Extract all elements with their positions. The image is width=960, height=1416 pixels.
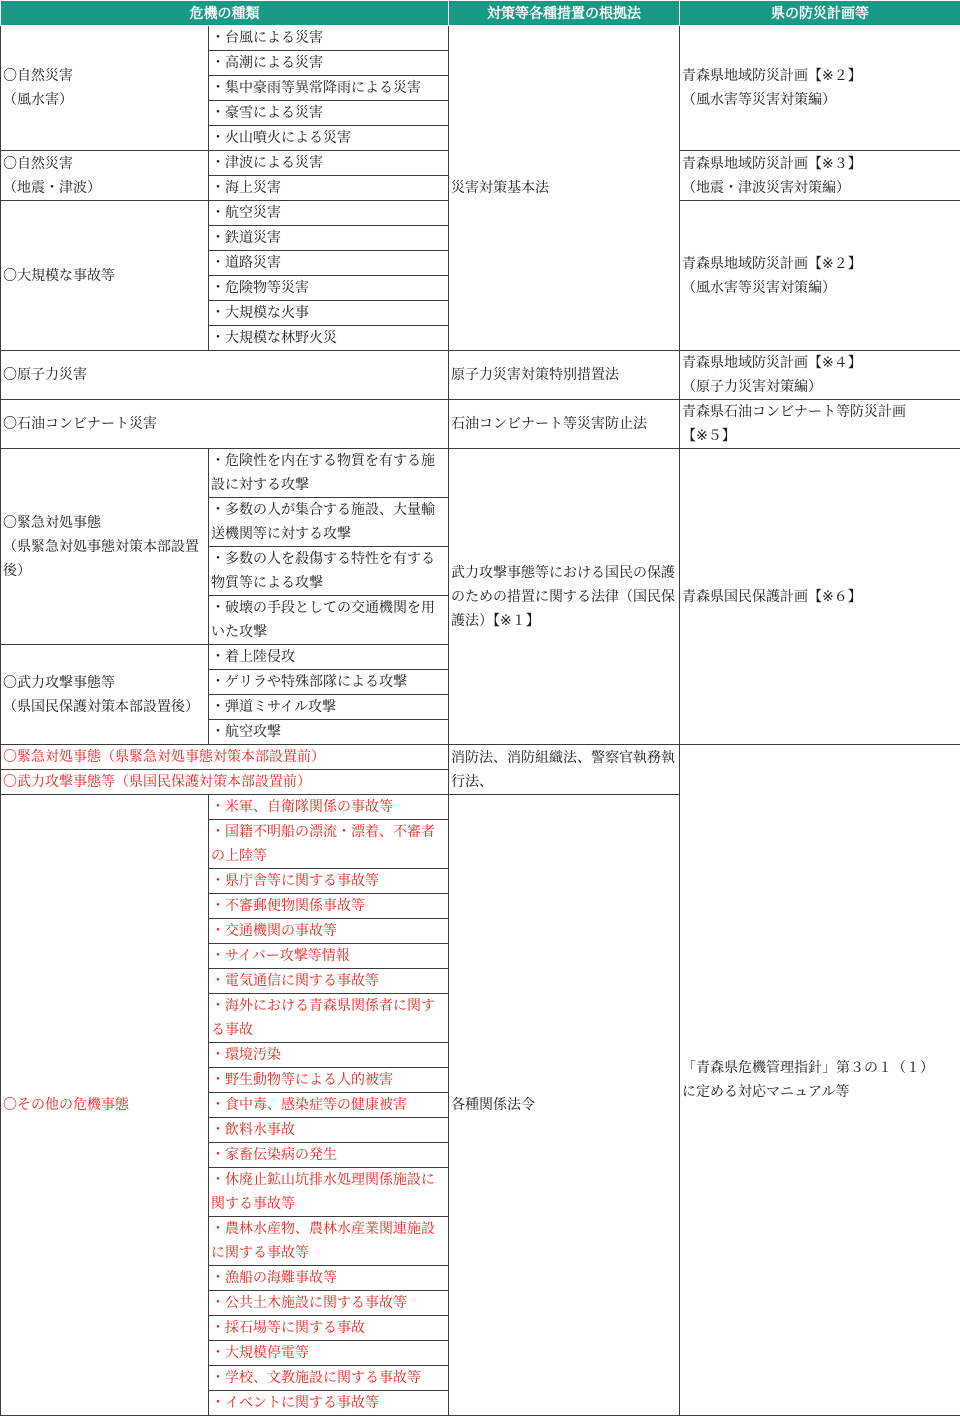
list-item: ・大規模な火事 xyxy=(209,301,449,326)
list-item: ・高潮による災害 xyxy=(209,51,449,76)
list-item: ・食中毒、感染症等の健康被害 xyxy=(209,1093,449,1118)
header-prefecture-plan: 県の防災計画等 xyxy=(680,1,960,26)
list-item: ・飲料水事故 xyxy=(209,1118,449,1143)
list-item: ・漁船の海難事故等 xyxy=(209,1266,449,1291)
group-natural-quake: 〇自然災害 （地震・津波） xyxy=(1,151,209,201)
list-item: ・航空災害 xyxy=(209,201,449,226)
list-item: ・ゲリラや特殊部隊による攻撃 xyxy=(209,670,449,695)
group-nuclear: 〇原子力災害 xyxy=(1,351,449,400)
list-item: ・津波による災害 xyxy=(209,151,449,176)
list-item: ・米軍、自衛隊関係の事故等 xyxy=(209,795,449,820)
list-item: ・集中豪雨等異常降雨による災害 xyxy=(209,76,449,101)
list-item: ・多数の人が集合する施設、大量輸送機関等に対する攻撃 xyxy=(209,498,449,547)
list-item: ・危険性を内在する物質を有する施設に対する攻撃 xyxy=(209,449,449,498)
list-item: ・国籍不明船の漂流・漂着、不審者の上陸等 xyxy=(209,820,449,869)
list-item: ・農林水産物、農林水産業関連施設に関する事故等 xyxy=(209,1217,449,1266)
header-crisis-type: 危機の種類 xyxy=(1,1,449,26)
plan-petro: 青森県石油コンビナート等防災計画 【※５】 xyxy=(680,400,960,449)
law-various: 各種関係法令 xyxy=(449,795,680,1416)
law-nuclear: 原子力災害対策特別措置法 xyxy=(449,351,680,400)
list-item: ・公共土木施設に関する事故等 xyxy=(209,1291,449,1316)
list-item: ・弾道ミサイル攻撃 xyxy=(209,695,449,720)
group-other: 〇その他の危機事態 xyxy=(1,795,209,1416)
list-item: ・台風による災害 xyxy=(209,26,449,51)
law-civil-protection: 武力攻撃事態等における国民の保護のための措置に関する法律（国民保護法）【※１】 xyxy=(449,449,680,745)
list-item: ・県庁舎等に関する事故等 xyxy=(209,869,449,894)
list-item: ・鉄道災害 xyxy=(209,226,449,251)
list-item: ・着上陸侵攻 xyxy=(209,645,449,670)
plan-civil-protection: 青森県国民保護計画【※６】 xyxy=(680,449,960,745)
list-item: ・電気通信に関する事故等 xyxy=(209,969,449,994)
group-natural-wind: 〇自然災害 （風水害） xyxy=(1,26,209,151)
law-fire-police: 消防法、消防組織法、警察官執務執行法、 xyxy=(449,745,680,795)
list-item: ・道路災害 xyxy=(209,251,449,276)
law-disaster: 災害対策基本法 xyxy=(449,26,680,351)
list-item: ・学校、文教施設に関する事故等 xyxy=(209,1366,449,1391)
list-item: ・大規模な林野火災 xyxy=(209,326,449,351)
list-item: ・火山噴火による災害 xyxy=(209,126,449,151)
list-item: ・休廃止鉱山坑排水処理関係施設に関する事故等 xyxy=(209,1168,449,1217)
list-item: ・家畜伝染病の発生 xyxy=(209,1143,449,1168)
law-petro: 石油コンビナート等災害防止法 xyxy=(449,400,680,449)
list-item: ・海上災害 xyxy=(209,176,449,201)
list-item: ・イベントに関する事故等 xyxy=(209,1391,449,1416)
plan-manual: 「青森県危機管理指針」第３の１（１） に定める対応マニュアル等 xyxy=(680,745,960,1416)
plan-quake: 青森県地域防災計画【※３】 （地震・津波災害対策編） xyxy=(680,151,960,201)
plan-wind: 青森県地域防災計画【※２】 （風水害等災害対策編） xyxy=(680,26,960,151)
list-item: ・多数の人を殺傷する特性を有する物質等による攻撃 xyxy=(209,547,449,596)
header-legal-basis: 対策等各種措置の根拠法 xyxy=(449,1,680,26)
list-item: ・大規模停電等 xyxy=(209,1341,449,1366)
plan-nuclear: 青森県地域防災計画【※４】 （原子力災害対策編） xyxy=(680,351,960,400)
list-item: ・危険物等災害 xyxy=(209,276,449,301)
list-item: ・航空攻撃 xyxy=(209,720,449,745)
group-emergency-before: 〇緊急対処事態（県緊急対処事態対策本部設置前） xyxy=(1,745,449,770)
plan-accident: 青森県地域防災計画【※２】 （風水害等災害対策編） xyxy=(680,201,960,351)
list-item: ・野生動物等による人的被害 xyxy=(209,1068,449,1093)
list-item: ・海外における青森県関係者に関する事故 xyxy=(209,994,449,1043)
group-armed-before: 〇武力攻撃事態等（県国民保護対策本部設置前） xyxy=(1,770,449,795)
list-item: ・交通機関の事故等 xyxy=(209,919,449,944)
list-item: ・環境汚染 xyxy=(209,1043,449,1068)
list-item: ・サイバー攻撃等情報 xyxy=(209,944,449,969)
list-item: ・採石場等に関する事故 xyxy=(209,1316,449,1341)
group-emergency: 〇緊急対処事態 （県緊急対処事態対策本部設置後） xyxy=(1,449,209,645)
list-item: ・不審郵便物関係事故等 xyxy=(209,894,449,919)
group-large-accident: 〇大規模な事故等 xyxy=(1,201,209,351)
group-armed: 〇武力攻撃事態等 （県国民保護対策本部設置後） xyxy=(1,645,209,745)
header-row xyxy=(1,1,960,26)
group-petro: 〇石油コンビナート災害 xyxy=(1,400,449,449)
list-item: ・豪雪による災害 xyxy=(209,101,449,126)
list-item: ・破壊の手段としての交通機関を用いた攻撃 xyxy=(209,596,449,645)
